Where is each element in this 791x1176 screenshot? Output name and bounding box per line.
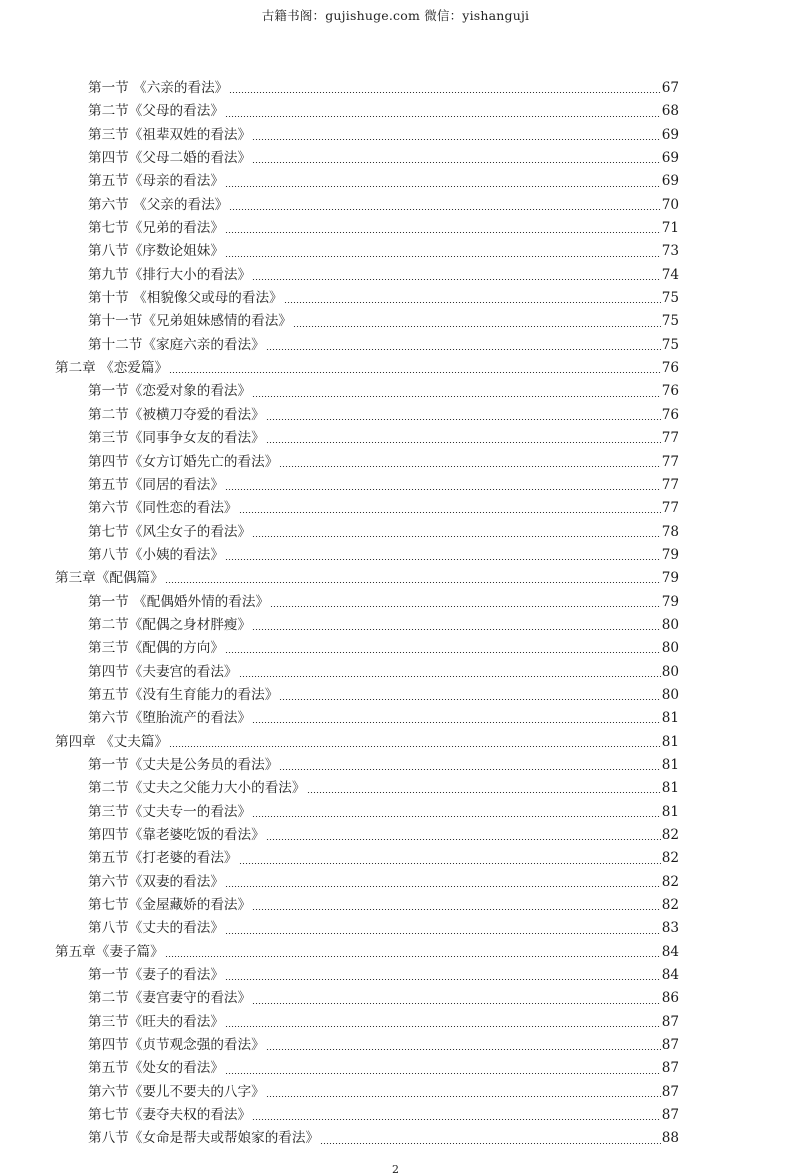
dot-leader (270, 606, 661, 607)
toc-entry-title: 第七节《兄弟的看法》 (88, 220, 224, 237)
toc-page-number: 77 (661, 500, 679, 517)
toc-entry-title: 第十二节《家庭六亲的看法》 (88, 336, 265, 353)
toc-section-entry (0, 264, 791, 287)
dot-leader (252, 139, 661, 140)
toc-entry-title: 第四节《父母二婚的看法》 (88, 150, 252, 167)
toc-entry-title: 第五节《没有生育能力的看法》 (88, 686, 279, 703)
toc-section-entry (0, 380, 791, 403)
dot-leader (225, 1073, 661, 1074)
toc-section-entry (0, 194, 791, 217)
toc-entry-title: 第四章 《丈夫篇》 (55, 733, 169, 750)
toc-page-number: 77 (661, 476, 679, 493)
toc-section-entry (0, 147, 791, 170)
dot-leader (252, 536, 661, 537)
dot-leader (266, 1049, 661, 1050)
dot-leader (252, 629, 661, 630)
toc-page-number: 77 (661, 430, 679, 447)
toc-chapter-entry (0, 567, 791, 590)
toc-section-entry (0, 427, 791, 450)
toc-page-number: 75 (661, 313, 679, 330)
dot-leader (279, 466, 660, 467)
dot-leader (225, 933, 661, 934)
toc-entry-title: 第六节《双妻的看法》 (88, 873, 224, 890)
toc-section-entry (0, 217, 791, 240)
toc-entry-title: 第四节《靠老婆吃饭的看法》 (88, 827, 265, 843)
toc-entry-title: 第五节《处女的看法》 (88, 1060, 224, 1077)
dot-leader (266, 442, 661, 443)
toc-entry-title: 第二节《妻宫妻守的看法》 (88, 990, 252, 1007)
toc-page-number: 76 (661, 383, 679, 400)
dot-leader (293, 326, 661, 327)
dot-leader (225, 652, 661, 653)
toc-entry-title: 第二节《丈夫之父能力大小的看法》 (88, 780, 306, 797)
dot-leader (165, 956, 661, 957)
toc-section-entry (0, 451, 791, 474)
toc-section-entry (0, 474, 791, 497)
toc-page-number: 76 (661, 406, 679, 423)
toc-page-number: 86 (661, 990, 679, 1007)
toc-section-entry (0, 661, 791, 684)
toc-page-number: 76 (661, 360, 679, 377)
toc-entry-title: 第五章《妻子篇》 (55, 943, 164, 960)
toc-entry-title: 第一节 《配偶婚外情的看法》 (88, 593, 270, 610)
toc-section-entry (0, 124, 791, 147)
toc-section-entry (0, 1034, 791, 1057)
toc-page-number: 69 (661, 126, 679, 143)
toc-page-number: 81 (661, 803, 679, 820)
toc-entry-title: 第三节《祖辈双姓的看法》 (88, 126, 252, 143)
toc-page-number: 74 (661, 266, 679, 283)
toc-entry-title: 第四节《贞节观念强的看法》 (88, 1037, 265, 1054)
dot-leader (252, 279, 661, 280)
dot-leader (225, 1026, 661, 1027)
toc-page-number: 83 (661, 920, 679, 937)
dot-leader (225, 559, 661, 560)
dot-leader (266, 1096, 661, 1097)
toc-page-number: 75 (661, 290, 679, 307)
dot-leader (266, 419, 661, 420)
toc-section-entry (0, 497, 791, 520)
toc-section-entry (0, 1057, 791, 1080)
toc-entry-title: 第一节《妻子的看法》 (88, 967, 224, 984)
toc-section-entry (0, 1104, 791, 1127)
toc-entry-title: 第一节 《六亲的看法》 (88, 80, 229, 96)
toc-entry-title: 第五节《母亲的看法》 (88, 173, 224, 190)
toc-chapter-entry (0, 941, 791, 964)
dot-leader (225, 186, 661, 187)
toc-section-entry (0, 824, 791, 847)
toc-page-number: 77 (661, 453, 679, 470)
toc-entry-title: 第八节《序数论姐妹》 (88, 243, 224, 260)
toc-section-entry (0, 871, 791, 894)
toc-section-entry (0, 544, 791, 567)
toc-page-number: 81 (661, 733, 679, 750)
toc-page-number: 75 (661, 336, 679, 353)
toc-section-entry (0, 1011, 791, 1034)
toc-entry-title: 第三节《丈夫专一的看法》 (88, 803, 252, 820)
toc-page-number: 80 (661, 686, 679, 703)
toc-entry-title: 第八节《女命是帮夫或帮娘家的看法》 (88, 1130, 320, 1147)
toc-page-number: 88 (661, 1130, 679, 1147)
toc-entry-title: 第五节《打老婆的看法》 (88, 850, 238, 867)
toc-entry-title: 第二节《被横刀夺爱的看法》 (88, 406, 265, 423)
toc-page-number: 80 (661, 616, 679, 633)
toc-entry-title: 第七节《妻夺夫权的看法》 (88, 1107, 252, 1124)
toc-page-number: 70 (661, 196, 679, 213)
toc-page-number: 68 (661, 103, 679, 120)
toc-entry-title: 第六节《堕胎流产的看法》 (88, 710, 252, 727)
page-header: 古籍书阁：gujishuge.com 微信：yishanguji (261, 8, 530, 23)
toc-section-entry (0, 684, 791, 707)
dot-leader (284, 302, 661, 303)
toc-page-number: 81 (661, 756, 679, 773)
dot-leader (225, 886, 661, 887)
toc-entry-title: 第二节《配偶之身材胖瘦》 (88, 616, 252, 633)
toc-page-number: 69 (661, 150, 679, 167)
dot-leader (225, 979, 661, 980)
toc-page-number: 81 (661, 780, 679, 797)
toc-section-entry (0, 100, 791, 123)
toc-page-number: 87 (661, 1037, 679, 1054)
toc-page-number: 79 (661, 593, 679, 610)
dot-leader (252, 816, 661, 817)
toc-section-entry (0, 847, 791, 870)
dot-leader (307, 792, 661, 793)
dot-leader (266, 349, 661, 350)
toc-page-number: 84 (661, 967, 679, 984)
toc-section-entry (0, 707, 791, 730)
toc-entry-title: 第五节《同居的看法》 (88, 476, 224, 493)
toc-entry-title: 第三节《配偶的方向》 (88, 640, 224, 657)
dot-leader (239, 863, 661, 864)
dot-leader (252, 162, 661, 163)
toc-chapter-entry (0, 731, 791, 754)
toc-entry-title: 第三节《同事争女友的看法》 (88, 430, 265, 447)
toc-page-number: 73 (661, 243, 679, 260)
toc-section-entry (0, 777, 791, 800)
toc-entry-title: 第八节《小姨的看法》 (88, 546, 224, 563)
toc-entry-title: 第二节《父母的看法》 (88, 103, 224, 120)
dot-leader (225, 232, 661, 233)
toc-section-entry (0, 404, 791, 427)
dot-leader (239, 512, 661, 513)
dot-leader (266, 839, 661, 840)
toc-page-number: 87 (661, 1107, 679, 1124)
page-number: 2 (392, 1163, 399, 1176)
toc-section-entry (0, 801, 791, 824)
dot-leader (252, 1003, 661, 1004)
toc-page-number: 71 (661, 220, 679, 237)
toc-section-entry (0, 614, 791, 637)
toc-page-number: 82 (661, 827, 679, 843)
dot-leader (252, 722, 661, 723)
toc-entry-title: 第二章 《恋爱篇》 (55, 360, 169, 377)
toc-section-entry (0, 170, 791, 193)
toc-section-entry (0, 77, 791, 100)
toc-section-entry (0, 894, 791, 917)
toc-section-entry (0, 334, 791, 357)
toc-page-number: 87 (661, 1060, 679, 1077)
toc-entry-title: 第六节《要儿不要夫的八字》 (88, 1083, 265, 1100)
dot-leader (169, 746, 661, 747)
toc-entry-title: 第六节《同性恋的看法》 (88, 500, 238, 517)
toc-section-entry (0, 987, 791, 1010)
toc-entry-title: 第十节 《相貌像父或母的看法》 (88, 290, 283, 307)
toc-entry-title: 第七节《金屋藏娇的看法》 (88, 897, 252, 914)
toc-section-entry (0, 310, 791, 333)
table-of-contents (0, 77, 791, 1151)
toc-section-entry (0, 521, 791, 544)
toc-section-entry (0, 1127, 791, 1150)
toc-section-entry (0, 591, 791, 614)
toc-page-number: 69 (661, 173, 679, 190)
dot-leader (225, 116, 661, 117)
dot-leader (225, 256, 661, 257)
toc-entry-title: 第九节《排行大小的看法》 (88, 266, 252, 283)
toc-section-entry (0, 964, 791, 987)
dot-leader (252, 1119, 661, 1120)
toc-section-entry (0, 917, 791, 940)
toc-page-number: 80 (661, 640, 679, 657)
toc-entry-title: 第三章《配偶篇》 (55, 570, 164, 587)
dot-leader (165, 582, 661, 583)
toc-entry-title: 第十一节《兄弟姐妹感情的看法》 (88, 313, 292, 330)
toc-section-entry (0, 754, 791, 777)
toc-page-number: 79 (661, 570, 679, 587)
dot-leader (320, 1143, 661, 1144)
toc-entry-title: 第三节《旺夫的看法》 (88, 1013, 224, 1030)
toc-entry-title: 第四节《女方订婚先亡的看法》 (88, 453, 279, 470)
toc-page-number: 80 (661, 663, 679, 680)
toc-page-number: 67 (661, 80, 679, 96)
dot-leader (239, 676, 661, 677)
dot-leader (169, 372, 661, 373)
toc-entry-title: 第八节《丈夫的看法》 (88, 920, 224, 937)
toc-entry-title: 第四节《夫妻宫的看法》 (88, 663, 238, 680)
toc-entry-title: 第一节《恋爱对象的看法》 (88, 383, 252, 400)
toc-section-entry (0, 240, 791, 263)
toc-page-number: 82 (661, 873, 679, 890)
toc-page-number: 79 (661, 546, 679, 563)
toc-section-entry (0, 637, 791, 660)
toc-entry-title: 第七节《风尘女子的看法》 (88, 523, 252, 540)
dot-leader (229, 92, 660, 93)
toc-page-number: 87 (661, 1013, 679, 1030)
toc-section-entry (0, 1081, 791, 1104)
toc-page-number: 78 (661, 523, 679, 540)
dot-leader (279, 699, 660, 700)
toc-page-number: 84 (661, 943, 679, 960)
toc-page-number: 87 (661, 1083, 679, 1100)
toc-entry-title: 第六节 《父亲的看法》 (88, 196, 229, 213)
toc-section-entry (0, 287, 791, 310)
dot-leader (252, 396, 661, 397)
toc-entry-title: 第一节《丈夫是公务员的看法》 (88, 756, 279, 773)
toc-page-number: 82 (661, 897, 679, 914)
dot-leader (279, 769, 660, 770)
dot-leader (252, 909, 661, 910)
toc-page-number: 82 (661, 850, 679, 867)
dot-leader (225, 489, 661, 490)
toc-chapter-entry (0, 357, 791, 380)
toc-page-number: 81 (661, 710, 679, 727)
dot-leader (229, 209, 660, 210)
